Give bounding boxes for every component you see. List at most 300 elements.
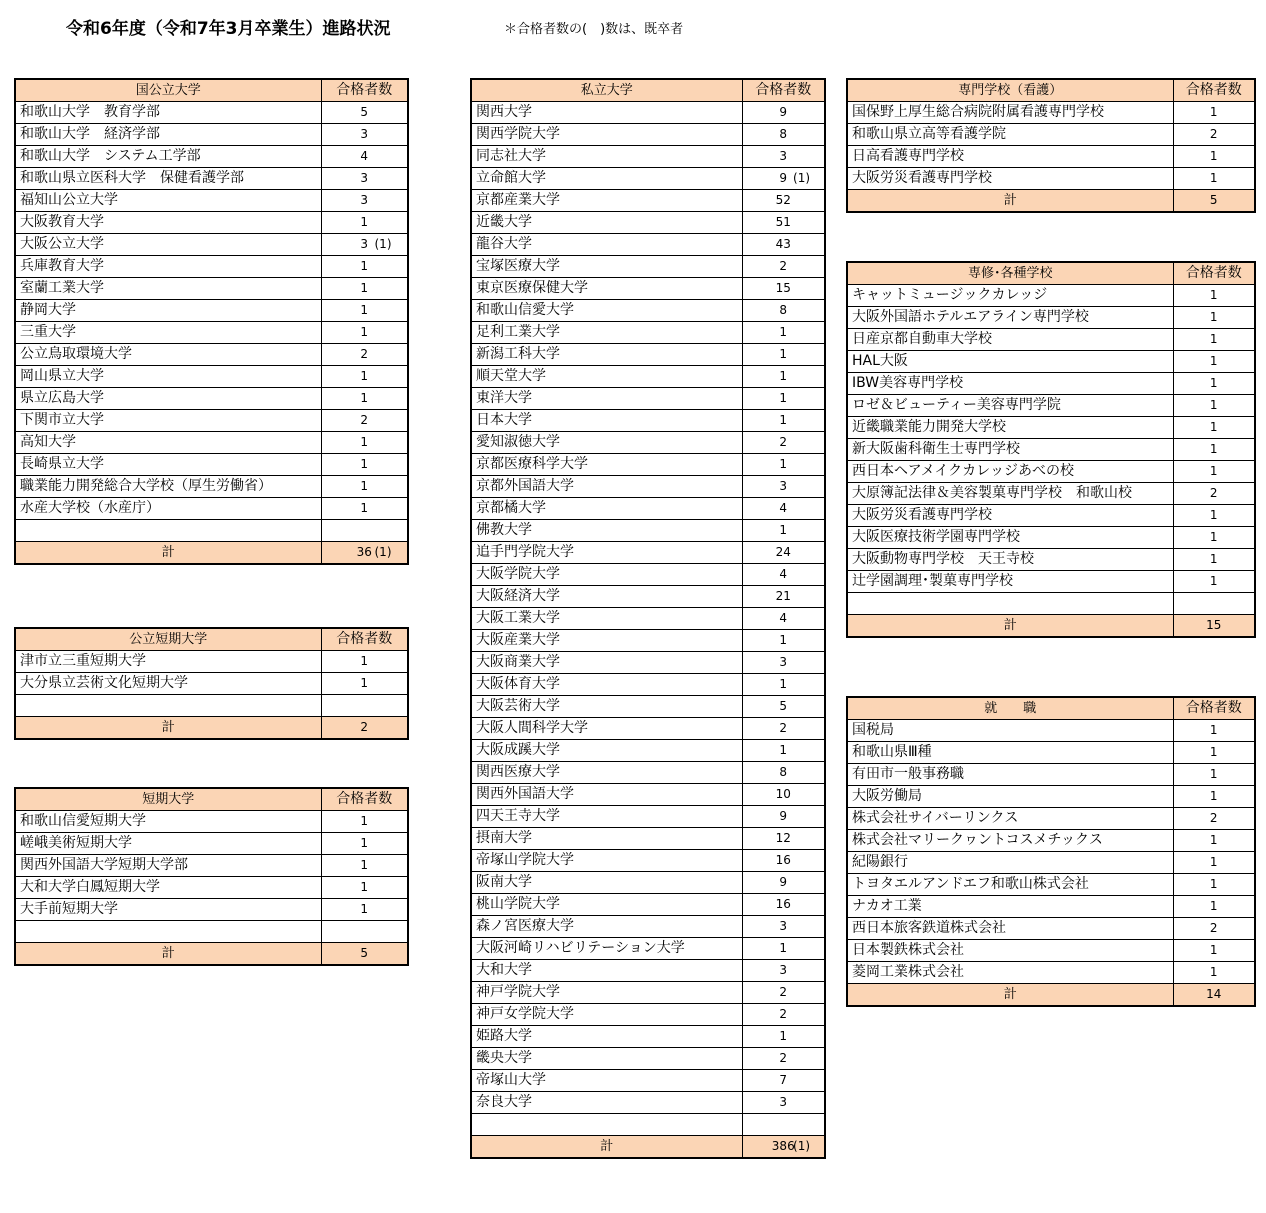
graduate-count: (1)	[374, 237, 392, 251]
row-count: 2	[1209, 486, 1218, 500]
row-count: 9	[779, 809, 788, 823]
row-name: 国税局	[847, 720, 1173, 742]
row-count: 1	[360, 479, 369, 493]
total-row	[471, 1136, 825, 1159]
row-count-cell	[1173, 830, 1255, 852]
table-header-label: 短期大学	[15, 788, 321, 811]
total-count: 15	[1206, 618, 1222, 632]
row-count-cell	[321, 695, 408, 717]
row-count: 1	[360, 654, 369, 668]
table-row	[471, 476, 825, 498]
row-count: 1	[360, 501, 369, 515]
row-name	[15, 520, 321, 542]
row-count: 3	[779, 919, 788, 933]
total-count: 36	[356, 545, 372, 559]
row-count-cell	[1173, 351, 1255, 373]
table-header-row	[471, 79, 825, 102]
row-count-cell	[321, 344, 408, 366]
row-count-cell	[1173, 896, 1255, 918]
row-name: 下関市立大学	[15, 410, 321, 432]
row-count: 1	[779, 941, 788, 955]
row-count-cell	[321, 300, 408, 322]
row-name: 静岡大学	[15, 300, 321, 322]
row-count-cell	[1173, 764, 1255, 786]
row-count-cell	[742, 498, 825, 520]
table-row	[471, 982, 825, 1004]
row-count: 1	[1209, 965, 1218, 979]
table-row	[471, 1048, 825, 1070]
table-row	[15, 833, 408, 855]
row-name: 西日本ヘアメイクカレッジあべの校	[847, 461, 1173, 483]
row-count: 1	[1209, 310, 1218, 324]
total-count: 5	[360, 946, 369, 960]
table-row	[15, 855, 408, 877]
row-count-cell	[321, 651, 408, 673]
row-count: 1	[1209, 149, 1218, 163]
row-count-cell	[742, 278, 825, 300]
table-row	[15, 300, 408, 322]
row-count-cell	[321, 278, 408, 300]
count-header: 合格者数	[742, 79, 825, 102]
table-row	[847, 329, 1255, 351]
row-name: 株式会社マリークヮントコスメチックス	[847, 830, 1173, 852]
row-count-cell	[1173, 439, 1255, 461]
row-count: 1	[1209, 376, 1218, 390]
table-header-row	[847, 79, 1255, 102]
row-count-cell	[1173, 505, 1255, 527]
row-count: 1	[360, 880, 369, 894]
total-count-cell	[1173, 984, 1255, 1007]
row-count-cell	[1173, 918, 1255, 940]
row-count: 1	[360, 281, 369, 295]
row-count-cell	[1173, 527, 1255, 549]
row-count: 43	[775, 237, 791, 251]
private-university-table	[470, 78, 826, 1159]
row-count-cell	[1173, 395, 1255, 417]
row-count-cell	[1173, 549, 1255, 571]
table-row	[471, 454, 825, 476]
table-row	[15, 388, 408, 410]
total-count-cell	[1173, 190, 1255, 213]
row-name: 摂南大学	[471, 828, 742, 850]
table-row	[15, 811, 408, 833]
table-row	[847, 808, 1255, 830]
row-name: 大手前短期大学	[15, 899, 321, 921]
row-count: 1	[1209, 171, 1218, 185]
total-row	[15, 717, 408, 740]
row-name: 四天王寺大学	[471, 806, 742, 828]
row-count: 1	[779, 391, 788, 405]
row-count: 1	[779, 457, 788, 471]
table-row	[847, 527, 1255, 549]
row-count: 1	[1209, 899, 1218, 913]
table-row	[847, 285, 1255, 307]
total-row	[15, 542, 408, 565]
row-name: 大阪教育大学	[15, 212, 321, 234]
row-count-cell	[321, 256, 408, 278]
row-count: 1	[360, 369, 369, 383]
table-row	[847, 786, 1255, 808]
table-row	[471, 278, 825, 300]
row-count: 1	[779, 369, 788, 383]
row-name: 大阪河崎リハビリテーション大学	[471, 938, 742, 960]
table-row	[471, 212, 825, 234]
row-count-cell	[742, 894, 825, 916]
row-count-cell	[321, 921, 408, 943]
row-count-cell	[1173, 483, 1255, 505]
row-name: 大阪動物専門学校 天王寺校	[847, 549, 1173, 571]
table-row	[15, 146, 408, 168]
table-row	[847, 505, 1255, 527]
row-name: 水産大学校（水産庁）	[15, 498, 321, 520]
row-name: 姫路大学	[471, 1026, 742, 1048]
table-row	[847, 395, 1255, 417]
row-name: 三重大学	[15, 322, 321, 344]
row-name: 関西外国語大学	[471, 784, 742, 806]
count-header: 合格者数	[1173, 262, 1255, 285]
graduate-count: (1)	[793, 171, 811, 185]
row-count-cell	[1173, 461, 1255, 483]
public-junior-college-table	[14, 627, 409, 740]
table-row	[471, 894, 825, 916]
table-row	[471, 168, 825, 190]
row-name: 追手門学院大学	[471, 542, 742, 564]
row-name	[15, 695, 321, 717]
table-row	[471, 1114, 825, 1136]
row-name: 新潟工科大学	[471, 344, 742, 366]
row-count-cell	[742, 212, 825, 234]
row-count-cell	[321, 388, 408, 410]
row-count-cell	[742, 168, 825, 190]
table-row	[471, 564, 825, 586]
row-count-cell	[1173, 102, 1255, 124]
table-header-row	[15, 788, 408, 811]
row-count: 1	[779, 347, 788, 361]
row-count-cell	[321, 476, 408, 498]
row-name: 嵯峨美術短期大学	[15, 833, 321, 855]
row-count: 1	[360, 814, 369, 828]
row-count: 7	[779, 1073, 788, 1087]
row-count-cell	[742, 234, 825, 256]
table-row	[15, 673, 408, 695]
row-name: 大阪医療技術学園専門学校	[847, 527, 1173, 549]
row-count: 2	[779, 1007, 788, 1021]
table-row	[471, 916, 825, 938]
table-row	[471, 102, 825, 124]
row-count-cell	[1173, 373, 1255, 395]
total-count-cell	[321, 943, 408, 966]
row-name: 有田市一般事務職	[847, 764, 1173, 786]
row-count: 2	[779, 721, 788, 735]
row-count-cell	[321, 212, 408, 234]
row-count-cell	[1173, 146, 1255, 168]
row-name: 京都橘大学	[471, 498, 742, 520]
table-row	[471, 740, 825, 762]
table-row	[471, 256, 825, 278]
table-row	[471, 762, 825, 784]
table-row	[471, 608, 825, 630]
row-name: 大分県立芸術文化短期大学	[15, 673, 321, 695]
row-count-cell	[321, 498, 408, 520]
row-count: 1	[779, 633, 788, 647]
row-count: 1	[1209, 789, 1218, 803]
row-name: HAL大阪	[847, 351, 1173, 373]
row-count-cell	[1173, 962, 1255, 984]
table-row	[15, 102, 408, 124]
row-count: 9	[779, 105, 788, 119]
row-count-cell	[321, 520, 408, 542]
row-count: 16	[775, 853, 791, 867]
row-name: 和歌山信愛短期大学	[15, 811, 321, 833]
table-row	[15, 498, 408, 520]
row-count: 10	[775, 787, 791, 801]
table-row	[471, 388, 825, 410]
row-name: 大阪労災看護専門学校	[847, 505, 1173, 527]
row-count-cell	[321, 124, 408, 146]
row-name: 大阪労働局	[847, 786, 1173, 808]
row-count-cell	[742, 1048, 825, 1070]
row-count-cell	[742, 520, 825, 542]
row-count-cell	[742, 388, 825, 410]
table-header-row	[15, 79, 408, 102]
row-name: 和歌山信愛大学	[471, 300, 742, 322]
row-count-cell	[742, 938, 825, 960]
row-count-cell	[321, 811, 408, 833]
table-row	[471, 718, 825, 740]
row-count-cell	[1173, 593, 1255, 615]
row-count: 1	[360, 457, 369, 471]
row-name: 東洋大学	[471, 388, 742, 410]
row-count: 1	[1209, 288, 1218, 302]
row-count: 5	[779, 699, 788, 713]
row-name: 津市立三重短期大学	[15, 651, 321, 673]
row-name: 紀陽銀行	[847, 852, 1173, 874]
row-name: 畿央大学	[471, 1048, 742, 1070]
page-title: 令和6年度（令和7年3月卒業生）進路状況	[66, 19, 391, 39]
row-count-cell	[1173, 940, 1255, 962]
table-row	[471, 344, 825, 366]
row-name: 順天堂大学	[471, 366, 742, 388]
row-name: 大阪労災看護専門学校	[847, 168, 1173, 190]
row-name: キャットミュージックカレッジ	[847, 285, 1173, 307]
row-count: 3	[779, 149, 788, 163]
row-count: 1	[1209, 943, 1218, 957]
table-row	[471, 872, 825, 894]
row-count-cell	[742, 344, 825, 366]
row-count-cell	[742, 146, 825, 168]
row-count-cell	[742, 366, 825, 388]
table-row	[471, 366, 825, 388]
row-name: 日高看護専門学校	[847, 146, 1173, 168]
row-count: 1	[1209, 855, 1218, 869]
row-count: 1	[1209, 877, 1218, 891]
table-row	[847, 146, 1255, 168]
row-count: 3	[779, 479, 788, 493]
row-count: 1	[1209, 745, 1218, 759]
row-name: 同志社大学	[471, 146, 742, 168]
row-count-cell	[321, 454, 408, 476]
row-name: 奈良大学	[471, 1092, 742, 1114]
row-count-cell	[1173, 786, 1255, 808]
row-count: 1	[1209, 574, 1218, 588]
count-header: 合格者数	[321, 788, 408, 811]
row-count-cell	[1173, 808, 1255, 830]
row-count-cell	[742, 476, 825, 498]
row-name: IBW美容専門学校	[847, 373, 1173, 395]
row-count-cell	[1173, 417, 1255, 439]
row-count: 2	[360, 413, 369, 427]
row-count: 1	[1209, 354, 1218, 368]
row-name: 長崎県立大学	[15, 454, 321, 476]
row-count: 2	[779, 435, 788, 449]
row-count: 5	[360, 105, 369, 119]
row-count-cell	[321, 168, 408, 190]
total-count-cell	[1173, 615, 1255, 638]
row-count: 4	[779, 501, 788, 515]
row-name: 大阪外国語ホテルエアライン専門学校	[847, 307, 1173, 329]
row-count: 3	[779, 655, 788, 669]
row-count-cell	[321, 432, 408, 454]
table-header-label: 公立短期大学	[15, 628, 321, 651]
table-row	[847, 439, 1255, 461]
row-count-cell	[742, 1092, 825, 1114]
row-count: 1	[1209, 105, 1218, 119]
table-header-label: 就 職	[847, 697, 1173, 720]
employment-table	[846, 696, 1256, 1007]
row-count: 1	[1209, 552, 1218, 566]
table-header-row	[847, 697, 1255, 720]
table-row	[471, 410, 825, 432]
row-count: 8	[779, 127, 788, 141]
row-count-cell	[742, 102, 825, 124]
row-name: 和歌山県立医科大学 保健看護学部	[15, 168, 321, 190]
row-count: 1	[360, 259, 369, 273]
table-row	[471, 190, 825, 212]
row-count-cell	[321, 877, 408, 899]
row-name: 森ノ宮医療大学	[471, 916, 742, 938]
row-name: 宝塚医療大学	[471, 256, 742, 278]
table-row	[847, 918, 1255, 940]
row-count-cell	[742, 432, 825, 454]
table-row	[15, 520, 408, 542]
total-count: 386	[771, 1139, 795, 1153]
row-count: 3	[360, 237, 369, 251]
total-label: 計	[847, 190, 1173, 213]
table-row	[15, 454, 408, 476]
row-count: 12	[775, 831, 791, 845]
row-name: 大原簿記法律＆美容製菓専門学校 和歌山校	[847, 483, 1173, 505]
table-row	[15, 651, 408, 673]
row-count: 1	[1209, 398, 1218, 412]
row-name: 県立広島大学	[15, 388, 321, 410]
row-count-cell	[1173, 329, 1255, 351]
table-row	[471, 520, 825, 542]
table-row	[15, 278, 408, 300]
table-row	[15, 695, 408, 717]
total-row	[847, 190, 1255, 213]
row-count-cell	[742, 674, 825, 696]
row-name: 大阪商業大学	[471, 652, 742, 674]
row-name: 大阪人間科学大学	[471, 718, 742, 740]
row-count-cell	[742, 630, 825, 652]
row-count: 1	[360, 391, 369, 405]
row-name: 神戸学院大学	[471, 982, 742, 1004]
row-count: 2	[779, 1051, 788, 1065]
row-count-cell	[1173, 874, 1255, 896]
row-name: 新大阪歯科衛生士専門学校	[847, 439, 1173, 461]
row-count: 1	[1209, 833, 1218, 847]
row-name: 和歌山大学 経済学部	[15, 124, 321, 146]
total-count-cell	[321, 717, 408, 740]
row-count-cell	[742, 740, 825, 762]
row-name: 株式会社サイバーリンクス	[847, 808, 1173, 830]
count-header: 合格者数	[1173, 697, 1255, 720]
total-label: 計	[15, 943, 321, 966]
row-count: 1	[779, 413, 788, 427]
row-count: 3	[779, 963, 788, 977]
table-row	[471, 1092, 825, 1114]
row-count-cell	[321, 833, 408, 855]
row-name: 菱岡工業株式会社	[847, 962, 1173, 984]
row-name: 大阪工業大学	[471, 608, 742, 630]
row-name: 日本製鉄株式会社	[847, 940, 1173, 962]
row-count: 4	[779, 611, 788, 625]
note-text: ＊合格者数の( )数は、既卒者	[504, 22, 684, 37]
total-count: 5	[1209, 193, 1218, 207]
row-name: 関西外国語大学短期大学部	[15, 855, 321, 877]
row-name: 国保野上厚生総合病院附属看護専門学校	[847, 102, 1173, 124]
table-row	[847, 962, 1255, 984]
row-count-cell	[742, 1026, 825, 1048]
row-count: 24	[775, 545, 791, 559]
row-count: 2	[1209, 127, 1218, 141]
row-count-cell	[742, 916, 825, 938]
table-row	[15, 256, 408, 278]
row-count: 1	[1209, 530, 1218, 544]
row-count: 9	[779, 171, 788, 185]
row-count: 1	[360, 303, 369, 317]
national-university-table	[14, 78, 409, 565]
row-name: 近畿大学	[471, 212, 742, 234]
nursing-school-table	[846, 78, 1256, 213]
row-count: 1	[360, 836, 369, 850]
row-name: 福知山公立大学	[15, 190, 321, 212]
row-count: 2	[779, 259, 788, 273]
total-label: 計	[847, 984, 1173, 1007]
count-header: 合格者数	[1173, 79, 1255, 102]
row-count-cell	[1173, 571, 1255, 593]
table-row	[15, 344, 408, 366]
row-name: 兵庫教育大学	[15, 256, 321, 278]
table-row	[847, 124, 1255, 146]
row-count: 2	[360, 347, 369, 361]
row-name: 桃山学院大学	[471, 894, 742, 916]
table-row	[471, 1004, 825, 1026]
table-row	[471, 850, 825, 872]
row-count: 2	[1209, 811, 1218, 825]
row-count-cell	[1173, 720, 1255, 742]
row-name: 岡山県立大学	[15, 366, 321, 388]
table-row	[471, 674, 825, 696]
row-name: 大阪公立大学	[15, 234, 321, 256]
table-header-label: 専修･各種学校	[847, 262, 1173, 285]
table-row	[471, 146, 825, 168]
table-row	[847, 940, 1255, 962]
junior-college-table	[14, 787, 409, 966]
row-count: 1	[779, 1029, 788, 1043]
row-name: 日本大学	[471, 410, 742, 432]
row-count-cell	[321, 234, 408, 256]
